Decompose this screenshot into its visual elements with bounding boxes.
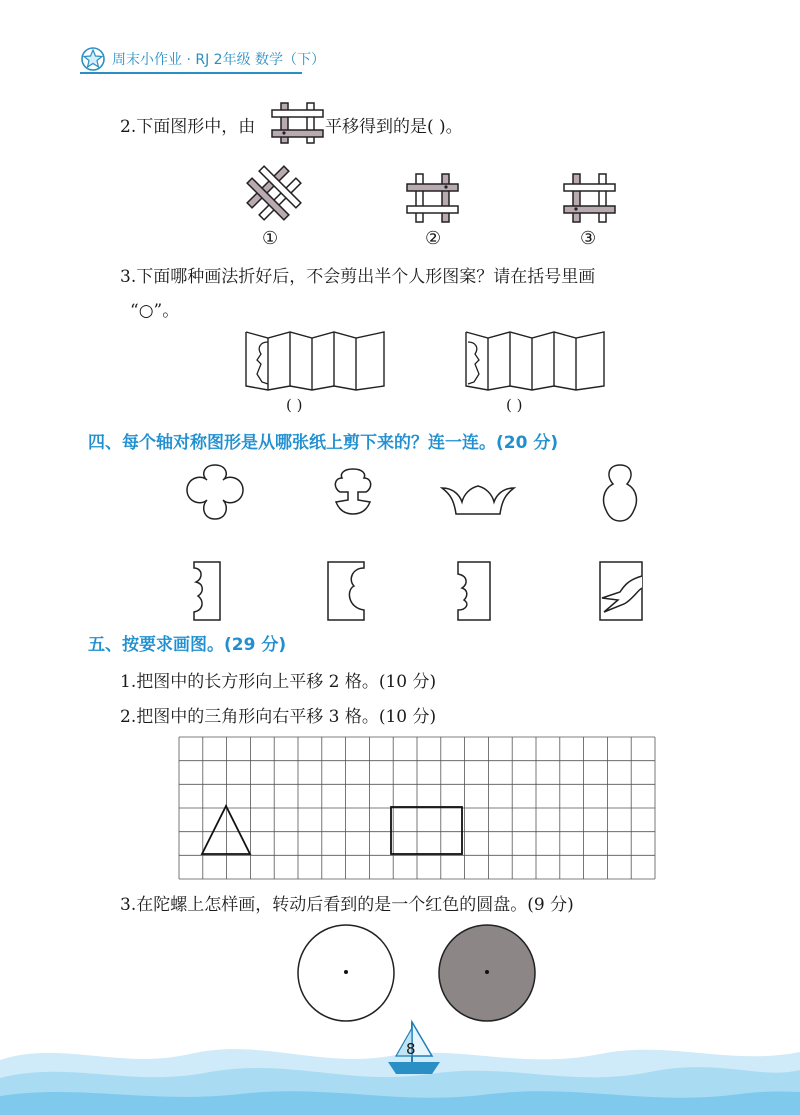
q2-option-1-figure [236,155,312,231]
shape-flower [328,466,378,518]
q3-line-1: 3.下面哪种画法折好后，不会剪出半个人形图案？请在括号里画 [120,267,596,287]
shape-grass [440,482,516,520]
top-blank-circle[interactable] [295,922,397,1024]
q3-answer-paren-right[interactable]: ( ) [506,396,523,414]
q3-answer-paren-left[interactable]: ( ) [286,396,303,414]
q3-folded-paper-right [464,328,608,392]
star-logo-icon [80,46,106,72]
q3-folded-paper-left [244,328,388,392]
grid-triangle [202,806,250,854]
header-text: 周末小作业 · RJ 2年级 数学（下） [112,52,326,68]
shape-gourd [600,462,640,524]
q2-option-3-label: ③ [580,228,597,249]
q2-option-2-figure [405,172,460,224]
q2-text-after: 平移得到的是( )。 [325,117,463,137]
top-gray-disc [436,922,538,1024]
q2-reference-frame-icon [270,101,325,145]
paper-piece-3[interactable] [456,560,492,622]
paper-piece-1[interactable] [190,560,226,622]
q3-line-2: “○”。 [130,301,180,321]
paper-piece-2[interactable] [326,560,366,622]
grid-rectangle [391,807,462,854]
q2-option-2-label: ② [425,228,442,249]
q2-option-1-label: ① [262,228,279,249]
section-5-title: 五、按要求画图。(29 分) [88,635,287,655]
section-5-q2: 2.把图中的三角形向右平移 3 格。(10 分) [120,707,437,727]
grid-lines [179,737,655,879]
header-underline [80,72,302,74]
q2-text-before: 2.下面图形中，由 [120,117,256,137]
section-5-q3: 3.在陀螺上怎样画，转动后看到的是一个红色的圆盘。(9 分) [120,895,574,915]
section-5-q1: 1.把图中的长方形向上平移 2 格。(10 分) [120,672,437,692]
paper-piece-4[interactable] [598,560,646,622]
page-number: 8 [406,1040,416,1058]
drawing-grid[interactable] [178,736,656,880]
q2-option-3-figure [562,172,617,224]
section-4-title: 四、每个轴对称图形是从哪张纸上剪下来的？连一连。(20 分) [88,433,559,453]
shape-quatrefoil [183,462,247,522]
header [80,46,325,72]
